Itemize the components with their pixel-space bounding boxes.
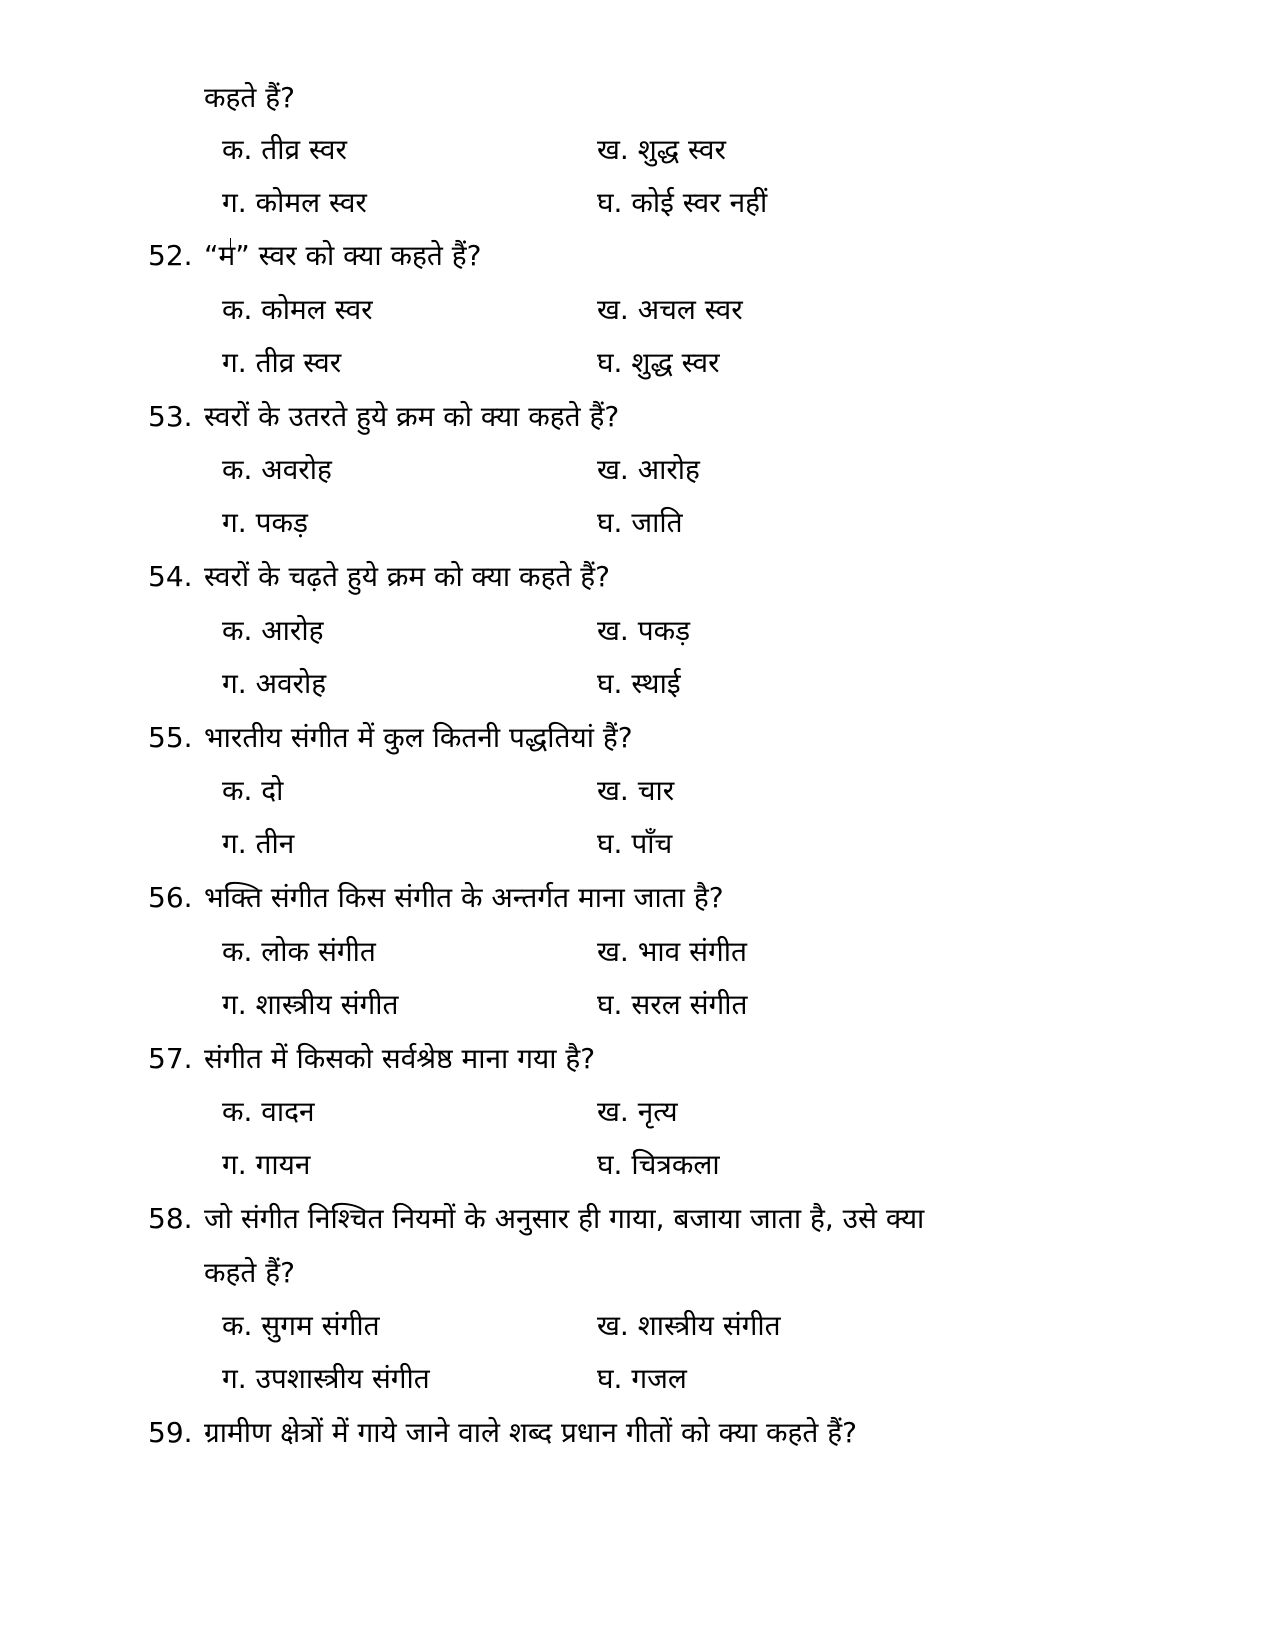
- question-text: संगीत में किसको सर्वश्रेष्ठ माना गया है?: [204, 1042, 596, 1075]
- option-d: घ. चित्रकला: [597, 1148, 720, 1181]
- question-number: 57.: [148, 1042, 193, 1075]
- question-55: [148, 718, 633, 758]
- question-number: 54.: [148, 560, 193, 593]
- option-a: क. तीव्र स्वर: [222, 133, 347, 166]
- question-number: 53.: [148, 400, 193, 433]
- option-a: क. सुगम संगीत: [222, 1309, 380, 1342]
- option-c: ग. तीव्र स्वर: [222, 346, 342, 379]
- option-a: क. दो: [222, 774, 284, 807]
- question-57: [148, 1039, 595, 1079]
- option-b: ख. पकड़: [597, 614, 691, 647]
- option-c: ग. तीन: [222, 827, 295, 860]
- option-c: ग. अवरोह: [222, 667, 327, 700]
- question-continuation: कहते हैं?: [204, 1256, 295, 1289]
- option-a: क. कोमल स्वर: [222, 293, 373, 326]
- option-b: ख. नृत्य: [597, 1095, 678, 1128]
- option-a: क. आरोह: [222, 614, 324, 647]
- question-number: 59.: [148, 1416, 193, 1449]
- question-text: स्वरों के चढ़ते हुये क्रम को क्या कहते हैं?: [204, 560, 611, 593]
- question-number: 52.: [148, 239, 193, 272]
- option-d: घ. पाँच: [597, 827, 673, 860]
- question-53: [148, 397, 619, 437]
- option-c: ग. पकड़: [222, 506, 308, 539]
- question-54: [148, 557, 610, 597]
- option-c: ग. कोमल स्वर: [222, 186, 367, 219]
- question-52: [148, 236, 481, 276]
- option-b: ख. चार: [597, 774, 675, 807]
- question-number: 56.: [148, 881, 193, 914]
- question-58: [148, 1199, 924, 1239]
- option-b: ख. आरोह: [597, 453, 700, 486]
- option-d: घ. शुद्ध स्वर: [597, 346, 720, 379]
- option-b: ख. शुद्ध स्वर: [597, 133, 726, 166]
- option-b: ख. शास्त्रीय संगीत: [597, 1309, 781, 1342]
- option-c: ग. उपशास्त्रीय संगीत: [222, 1362, 430, 1395]
- question-59: [148, 1413, 857, 1453]
- question-text: ग्रामीण क्षेत्रों में गाये जाने वाले शब्द प्रधान गीतों को क्या कहते हैं?: [204, 1416, 857, 1449]
- question-text: “म” स्वर को क्या कहते हैं?: [204, 239, 482, 272]
- question-continuation: कहते हैं?: [204, 81, 295, 114]
- question-number: 55.: [148, 721, 193, 754]
- question-text: भक्ति संगीत किस संगीत के अन्तर्गत माना जाता है?: [204, 881, 724, 914]
- option-c: ग. गायन: [222, 1148, 311, 1181]
- question-text: स्वरों के उतरते हुये क्रम को क्या कहते हैं?: [204, 400, 620, 433]
- question-text: भारतीय संगीत में कुल कितनी पद्धतियां हैं?: [204, 721, 633, 754]
- option-b: ख. भाव संगीत: [597, 935, 748, 968]
- option-d: घ. सरल संगीत: [597, 988, 748, 1021]
- option-a: क. अवरोह: [222, 453, 332, 486]
- question-56: [148, 878, 724, 918]
- option-a: क. लोक संगीत: [222, 935, 376, 968]
- option-b: ख. अचल स्वर: [597, 293, 743, 326]
- option-d: घ. स्थाई: [597, 667, 681, 700]
- option-d: घ. कोई स्वर नहीं: [597, 186, 768, 219]
- option-d: घ. गजल: [597, 1362, 687, 1395]
- option-d: घ. जाति: [597, 506, 683, 539]
- option-c: ग. शास्त्रीय संगीत: [222, 988, 399, 1021]
- question-text: जो संगीत निश्चित नियमों के अनुसार ही गाया, बजाया जाता है, उसे क्या: [204, 1202, 925, 1235]
- option-a: क. वादन: [222, 1095, 315, 1128]
- question-number: 58.: [148, 1202, 193, 1235]
